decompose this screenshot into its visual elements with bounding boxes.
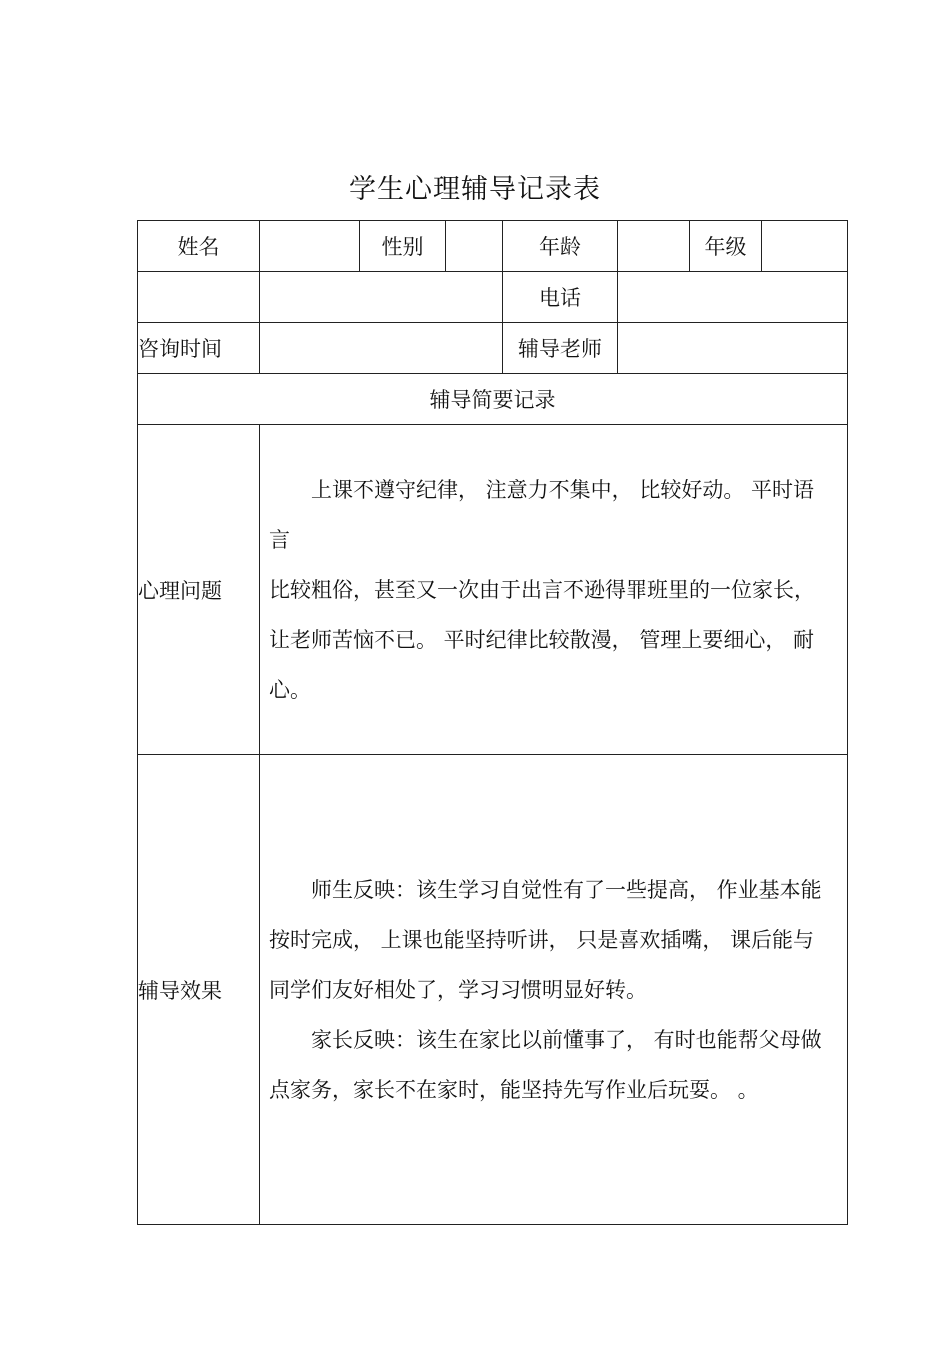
name-label: 姓名 xyxy=(138,221,260,272)
grade-label: 年级 xyxy=(690,221,762,272)
consult-time-label: 咨询时间 xyxy=(138,323,260,374)
counseling-record-table xyxy=(137,220,848,1225)
effect-content xyxy=(260,755,848,1225)
table-row-effect xyxy=(138,755,848,1225)
gender-label: 性别 xyxy=(360,221,446,272)
gender-value[interactable] xyxy=(446,221,503,272)
problem-label: 心理问题 xyxy=(138,425,260,755)
grade-value[interactable] xyxy=(762,221,848,272)
effect-label: 辅导效果 xyxy=(138,755,260,1225)
consult-time-value[interactable] xyxy=(260,323,503,374)
table-row-section-header xyxy=(138,374,848,425)
problem-content xyxy=(260,425,848,755)
parent-feedback-paragraph: 家长反映：该生在家比以前懂事了， 有时也能帮父母做点家务，家长不在家时，能坚持先写作业后玩耍。 。 xyxy=(269,1027,822,1102)
teacher-feedback-paragraph: 师生反映：该生学习自觉性有了一些提高， 作业基本能按时完成， 上课也能坚持听讲， 只是喜欢插嘴， 课后能与同学们友好相处了，学习习惯明显好转。 xyxy=(269,877,822,1002)
age-value[interactable] xyxy=(618,221,690,272)
counselor-value[interactable] xyxy=(618,323,848,374)
row2-value[interactable] xyxy=(260,272,503,323)
table-row-consult xyxy=(138,323,848,374)
age-label: 年龄 xyxy=(503,221,618,272)
problem-line-2: 比较粗俗，甚至又一次由于出言不逊得罪班里的一位家长， xyxy=(269,577,815,602)
problem-line-3: 让老师苦恼不已。 平时纪律比较散漫， 管理上要细心， 耐心。 xyxy=(269,627,815,702)
phone-value[interactable] xyxy=(618,272,848,323)
document-title: 学生心理辅导记录表 xyxy=(349,174,601,205)
row2-label xyxy=(138,272,260,323)
counselor-label: 辅导老师 xyxy=(503,323,618,374)
table-row-phone xyxy=(138,272,848,323)
problem-line-1: 上课不遵守纪律， 注意力不集中， 比较好动。 平时语言 xyxy=(269,477,815,552)
section-header: 辅导简要记录 xyxy=(138,374,848,425)
name-value[interactable] xyxy=(260,221,360,272)
phone-label: 电话 xyxy=(503,272,618,323)
table-row-basic-info xyxy=(138,221,848,272)
table-row-problem xyxy=(138,425,848,755)
